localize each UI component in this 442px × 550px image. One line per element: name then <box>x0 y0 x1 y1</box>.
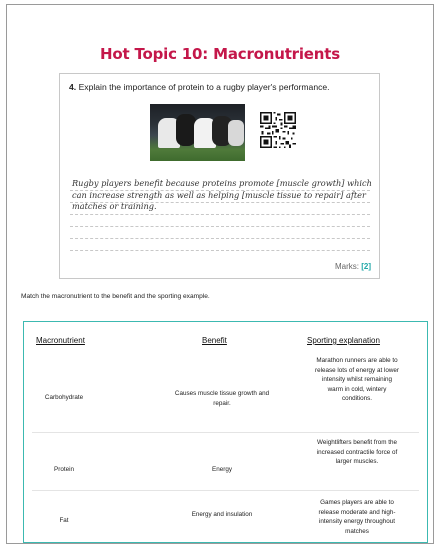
worksheet-page <box>6 4 434 544</box>
row-3-explanation: Games players are able to release moderate and high-intensity energy throughout matches <box>318 499 396 535</box>
rugby-scrum-photo <box>150 104 245 161</box>
row-1-macronutrient: Carbohydrate <box>44 394 84 401</box>
answer-line <box>70 202 370 203</box>
row-2-macronutrient: Protein <box>54 466 74 473</box>
row-3-benefit: Energy and insulation <box>191 511 253 518</box>
row-2-explanation: Weightlifters benefit from the increased contractile force of larger muscles. <box>316 439 398 466</box>
page-title: Hot Topic 10: Macronutrients <box>100 45 340 63</box>
handwritten-answer: Rugby players benefit because proteins promote [muscle growth] which can increase strength as well as helping [muscle tissue to repair] after matches or training. <box>72 178 372 211</box>
question-prompt: Explain the importance of protein to a rugby player's performance. <box>78 82 330 92</box>
answer-line <box>70 214 370 215</box>
row-1-explanation: Marathon runners are able to release lots of energy at lower intensity whilst remaining warm in cold, wintery conditions. <box>314 357 399 403</box>
marks-indicator <box>335 262 371 271</box>
answer-line <box>70 190 370 191</box>
row-3-macronutrient: Fat <box>59 517 69 524</box>
answer-line <box>70 226 370 227</box>
question-number: 4. <box>69 82 77 92</box>
matching-instruction: Match the macronutrient to the benefit and the sporting example. <box>21 293 210 300</box>
matching-table <box>23 321 428 543</box>
qr-code-icon <box>260 112 296 148</box>
header-macronutrient: Macronutrient <box>36 336 85 345</box>
row-2-benefit: Energy <box>212 466 232 473</box>
row-divider <box>32 490 419 491</box>
row-1-benefit: Causes muscle tissue growth and repair. <box>174 390 270 407</box>
header-benefit: Benefit <box>202 336 227 345</box>
answer-line <box>70 238 370 239</box>
marks-label: Marks: <box>334 262 359 271</box>
row-divider <box>32 432 419 433</box>
answer-line <box>70 250 370 251</box>
question-text <box>69 82 330 92</box>
marks-value: [2] <box>361 262 371 271</box>
header-sporting-explanation: Sporting explanation <box>307 336 380 345</box>
question-box <box>59 73 380 279</box>
